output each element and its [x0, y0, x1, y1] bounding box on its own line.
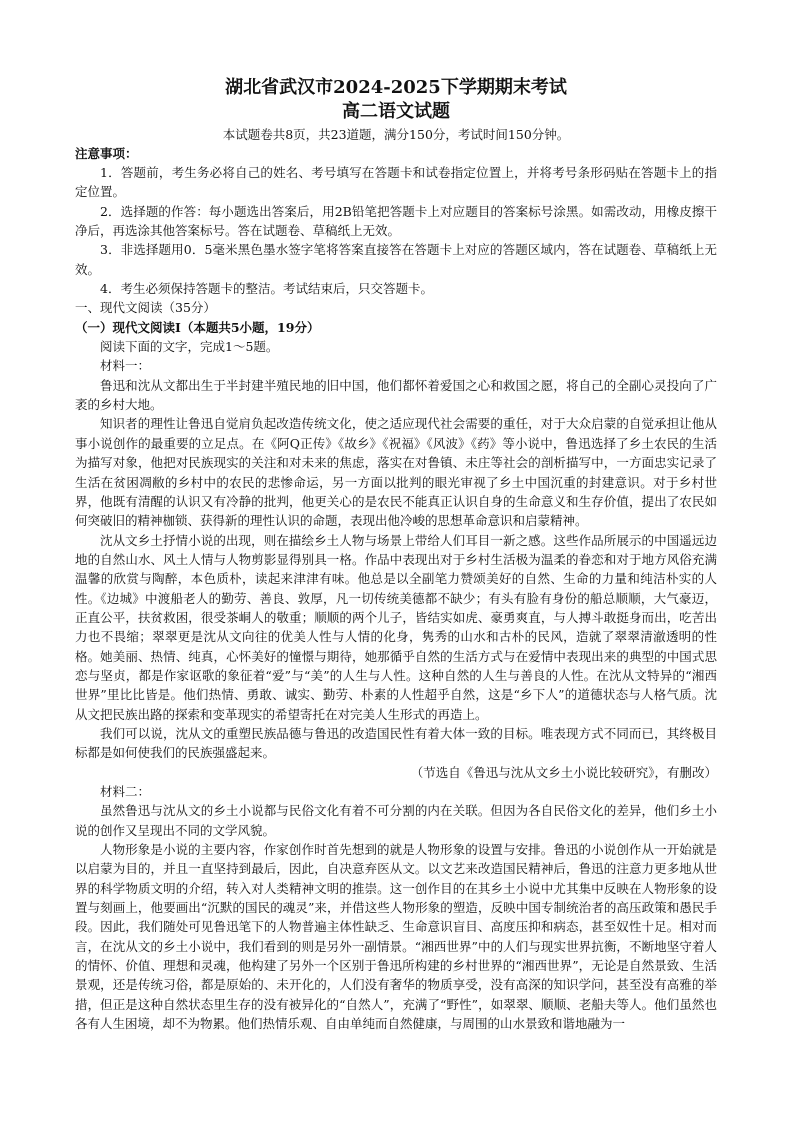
exam-info: 本试题卷共8页，共23道题，满分150分，考试时间150分钟。: [222, 127, 570, 142]
material1-paragraph: 知识者的理性让鲁迅自觉肩负起改造传统文化，使之适应现代社会需要的重任，对于大众启蒙的自觉承担让他从事小说创作的最重要的立足点。在《阿Q正传》《故乡》《祝福》《风波》《药》等小说中，鲁迅选择了乡土农民的生活为描写对象，他把对民族现实的关注和对未来的焦虑，落实在对鲁镇、未庄等社会的剖析描写中，一方面忠实记录了生活在贫困凋敝的乡村中的农民的悲惨命运，另一方面以批判的眼光审视了乡土中国沉重的封建意识。对于乡村世界，他既有清醒的认识又有冷静的批判，他更关心的是农民不能真正认识自身的生命意义和生存价值，提出了农民如何突破旧的精神枷锁、获得新的理性认识的命题，表现出他冷峻的思想革命意识和启蒙精神。: [75, 416, 717, 529]
note-item: 1．答题前，考生务必将自己的姓名、考号填写在答题卡和试卷指定位置上，并将考号条形码贴在答题卡上的指定位置。: [75, 165, 717, 200]
material1-source: （节选自《鲁迅与沈从文乡土小说比较研究》，有删改）: [410, 764, 717, 780]
section-heading: 一、现代文阅读（35分）: [75, 300, 216, 316]
exam-page: [75, 76, 717, 1033]
material1-paragraph: 沈从文乡土抒情小说的出现，则在描绘乡土人物与场景上带给人们耳目一新之感。这些作品所展示的中国遥远边地的自然山水、风土人情与人物剪影显得别具一格。作品中表现出对于乡村生活极为温柔的眷恋和对于地方风俗充满温馨的欣赏与陶醉，本色质朴，读起来津津有味。他总是以全副笔力赞颂美好的自然、生命的力量和纯洁朴实的人性。《边城》中渡船老人的勤劳、善良、敦厚，凡一切传统美德都不缺少；有头有脸有身份的船总顺顺，大气豪迈，正直公平，扶贫救困，很受茶峒人的敬重；顺顺的两个儿子，皆结实如虎、豪勇爽直，与人搏斗敢挺身而出，吃苦出力也不畏缩；翠翠更是沈从文向往的优美人性与人情的化身，隽秀的山水和古朴的民风，造就了翠翠清澈透明的性格。她美丽、热情、纯真，心怀美好的憧憬与期待，她那循乎自然的生活方式与在爱情中表现出来的典型的中国式思恋与坚贞，都是作家讴歌的象征着“爱”与“美”的人生与人性。这种自然的人生与善良的人性。在沈从文特异的“湘西世界”里比比皆是。他们热情、勇敢、诚实、勤劳、朴素的人性超乎自然，这是“乡下人”的道德状态与人格气质。沈从文把民族出路的探索和变革现实的希望寄托在对完美人生形式的再造上。: [75, 532, 717, 722]
material1-paragraph: 鲁迅和沈从文都出生于半封建半殖民地的旧中国，他们都怀着爱国之心和救国之愿，将自己的全副心灵投向了广袤的乡村大地。: [75, 377, 717, 413]
material1-paragraph: 我们可以说，沈从文的重塑民族品德与鲁迅的改造国民性有着大体一致的目标。唯表现方式不同而已，其终极目标都是如何使我们的民族强盛起来。: [75, 725, 717, 761]
material2-label: 材料二：: [100, 784, 151, 799]
material2-paragraph: 虽然鲁迅与沈从文的乡土小说都与民俗文化有着不可分割的内在关联。但因为各自民俗文化的差异，他们乡土小说的创作又呈现出不同的文学风貌。: [75, 803, 717, 838]
material1-label: 材料一：: [100, 358, 151, 374]
note-item: 4．考生必须保持答题卡的整洁。考试结束后，只交答题卡。: [100, 281, 433, 297]
note-item: 3．非选择题用0．5毫米黑色墨水签字笔将答案直接答在答题卡上对应的答题区域内，答在试题卷、草稿纸上无效。: [75, 242, 717, 277]
sub-section-heading: （一）现代文阅读Ⅰ（本题共5小题，19分）: [75, 319, 320, 335]
exam-title: 湖北省武汉市2024-2025下学期期末考试: [225, 77, 567, 98]
exam-subtitle: 高二语文试题: [342, 101, 450, 122]
reading-instruction: 阅读下面的文字，完成1～5题。: [100, 339, 279, 355]
notes-heading: 注意事项：: [75, 146, 138, 161]
material2-paragraph: 人物形象是小说的主要内容，作家创作时首先想到的就是人物形象的设置与安排。鲁迅的小说创作从一开始就是以启蒙为目的，并且一直坚持到最后，因此，自决意弃医从文。以文艺来改造国民精神后，鲁迅的注意力更多地从世界的科学物质文明的介绍，转入对人类精神文明的推崇。这一创作目的在其乡土小说中尤其集中反映在人物形象的设置与刻画上，他要画出“沉默的国民的魂灵”来，并借这些人物形象的塑造，反映中国专制统治者的高压政策和愚民手段。因此，我们随处可见鲁迅笔下的人物普遍主体性缺乏、生命意识盲目、高度压抑和病态，甚至奴性十足。相对而言，在沈从文的乡土小说中，我们看到的则是另外一副情景。“湘西世界”中的人们与现实世界抗衡，不断地坚守着人的情怀、价值、理想和灵魂，他构建了另外一个区别于鲁迅所构建的乡村世界的“湘西世界”，无论是自然景致、生活景观，还是传统习俗，都是原始的、未开化的，人们没有奢华的物质享受，没有高深的知识学问，甚至没有高雅的举措，但正是这种自然状态里生存的没有被异化的“自然人”，充满了“野性”，如翠翠、顺顺、老船夫等人。他们虽然也各有人生困境，却不为物累。他们热情乐观、自由单纯而自然健康，与周围的山水景致和谐地融为一: [75, 842, 717, 1032]
note-item: 2．选择题的作答：每小题选出答案后，用2B铅笔把答题卡上对应题目的答案标号涂黑。如需改动，用橡皮擦干净后，再选涂其他答案标号。答在试题卷、草稿纸上无效。: [75, 203, 717, 239]
